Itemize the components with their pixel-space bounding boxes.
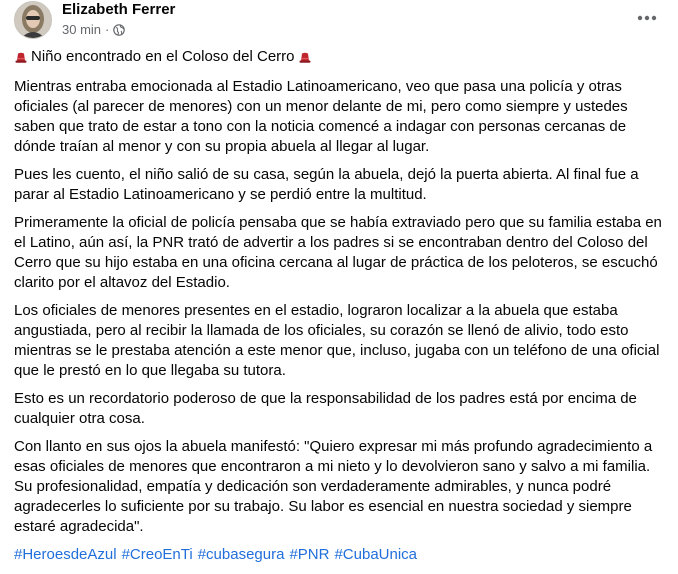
hat-emoji-icon <box>14 50 28 64</box>
globe-icon[interactable] <box>113 24 125 36</box>
post-title-line <box>14 47 662 67</box>
post-paragraph: Esto es un recordatorio poderoso de que la responsabilidad de los padres está por encima de cualquier otra cosa. <box>14 390 637 427</box>
avatar-photo <box>15 2 51 38</box>
meta-separator: · <box>105 22 110 37</box>
post-meta <box>62 22 125 38</box>
author-avatar[interactable] <box>14 1 52 39</box>
hashtag-link[interactable]: #HeroesdeAzul <box>14 546 117 563</box>
more-dots-icon <box>637 15 657 21</box>
post-paragraph: Pues les cuento, el niño salió de su casa, según la abuela, dejó la puerta abierta. Al final fue a parar al Estadio Latinoamericano y se perdió entre la multitud. <box>14 166 639 203</box>
author-name[interactable]: Elizabeth Ferrer <box>62 1 176 18</box>
hashtag-link[interactable]: #CubaUnica <box>334 546 418 563</box>
post-paragraph: Los oficiales de menores presentes en el estadio, lograron localizar a la abuela que estaba angustiada, pero al recibir la llamada de los oficiales, su corazón se llenó de alivio, todo esto mientras se le prestaba atención a este menor que, incluso, jugaba con un teléfono de una oficial que le prestó en lo que llegaba su tutora. <box>14 302 660 379</box>
hashtag-link[interactable]: #cubasegura <box>197 546 285 563</box>
hashtag-link[interactable]: #PNR <box>289 546 330 563</box>
post-title: Niño encontrado en el Coloso del Cerro <box>31 48 295 65</box>
hashtag-list <box>14 545 662 565</box>
post-paragraph: Mientras entraba emocionada al Estadio Latinoamericano, veo que pasa una policía y otras oficiales (al parecer de menores) con un menor delante de mi, pero como siempre y ustedes saben que trato de estar a tono con la noticia comencé a indagar con personas cercanas de dónde traían al menor y con su propia abuela al llegar al lugar. <box>14 78 628 155</box>
post-paragraph: Con llanto en sus ojos la abuela manifestó: "Quiero expresar mi más profundo agradecimiento a esas oficiales de menores que encontraron a mi nieto y lo devolvieron sano y salvo a mi familia. Su profesionalidad, empatía y dedicación son verdaderamente admirables, y nunca podré agradecerles lo suficiente por su trabajo. Su labor es esencial en nuestra sociedad y siempre estaré agradecida". <box>14 438 653 535</box>
hashtag-link[interactable]: #CreoEnTi <box>121 546 193 563</box>
more-options-button[interactable] <box>630 4 664 32</box>
post-paragraph: Primeramente la oficial de policía pensaba que se había extraviado pero que su familia estaba en el Latino, aún así, la PNR trató de advertir a los padres si se encontraban dentro del Coloso del Cerro que su hijo estaba en una oficina cercana al lugar de práctica de los peloteros, se escuchó clarito por el altavoz del Estadio. <box>14 214 662 291</box>
post-content <box>14 47 662 565</box>
hat-emoji-icon <box>298 50 312 64</box>
post-time[interactable]: 30 min <box>62 22 102 37</box>
post-header <box>14 0 664 42</box>
